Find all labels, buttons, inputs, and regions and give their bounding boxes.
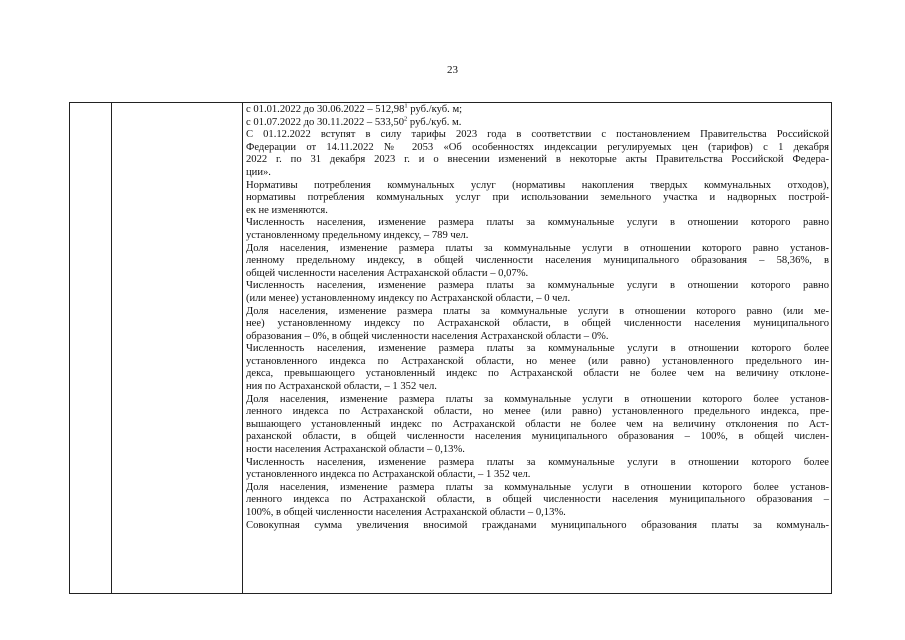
text-line: установленного индекса по Астраханской области, но менее (или равно) установленного предельного ин- [246, 355, 829, 367]
text-line: установленному предельному индексу, – 789 чел. [246, 229, 469, 241]
text-line: ленного индекса по Астраханской области, но менее (или равно) установленного предельного индекса, пре- [246, 406, 829, 418]
text-line: С 01.12.2022 вступят в силу тарифы 2023 года в соответствии с постановлением Правительства Российской [246, 129, 829, 141]
text-line: Численность населения, изменение размера платы за коммунальные услуги в отношении которого более [246, 456, 829, 468]
text-line: 100%, в общей численности населения Астраханской области – 0,13%. [246, 507, 566, 518]
text-line: ленному предельному индексу, в общей численности населения муниципального образования – 58,36%, в [246, 255, 829, 267]
text-line: с 01.07.2022 до 30.11.2022 – 533,50$^2$ руб./куб. м. [246, 115, 462, 128]
text-line: нее) установленному индексу по Астраханской области, в общей численности населения муниципального [246, 318, 829, 330]
text-line: ленного индекса по Астраханской области, в общей численности населения муниципального образования – [246, 494, 829, 506]
text-line: (или менее) установленному индексу по Астраханской области, – 0 чел. [246, 292, 571, 304]
text-line: Нормативы потребления коммунальных услуг (нормативы накопления твердых коммунальных отходов), [246, 179, 829, 191]
text-line: раханской области, в общей численности населения муниципального образования – 100%, в общей числен- [246, 431, 829, 443]
text-line: Федерации от 14.11.2022 № 2053 «Об особенностях индексации регулируемых цен (тарифов) с 1 декабря [246, 141, 829, 153]
text-line: декса, превышающего установленный индекс по Астраханской области не более чем на величину отклоне- [246, 368, 829, 380]
text-line: ности населения Астраханской области – 0,13%. [246, 444, 465, 456]
text-line: образования – 0%, в общей численности населения Астраханской области – 0%. [246, 330, 609, 342]
table-cell-text [246, 104, 829, 532]
page-number: 23 [447, 64, 458, 76]
document-table [69, 102, 832, 594]
text-line: 2022 г. по 31 декабря 2023 г. и о внесении изменений в некоторые акты Правительства Российской Федера- [246, 154, 829, 166]
text-line: Доля населения, изменение размера платы за коммунальные услуги в отношении которого равно установ- [246, 242, 829, 254]
text-line: установленного индекса по Астраханской области, – 1 352 чел. [246, 469, 531, 481]
text-line: с 01.01.2022 до 30.06.2022 – 512,98$^1$ руб./куб. м; [246, 102, 463, 115]
table-column-divider [111, 103, 112, 593]
text-line: Численность населения, изменение размера платы за коммунальные услуги в отношении которого более [246, 343, 829, 355]
text-line: Численность населения, изменение размера платы за коммунальные услуги в отношении которого равно [246, 217, 829, 229]
text-line: ек не изменяются. [246, 204, 328, 216]
table-column-divider [242, 103, 243, 593]
text-line: общей численности населения Астраханской области – 0,07%. [246, 267, 529, 279]
text-line: Доля населения, изменение размера платы за коммунальные услуги в отношении которого более установ- [246, 393, 829, 405]
text-line: ния по Астраханской области, – 1 352 чел. [246, 381, 437, 393]
text-line: Численность населения, изменение размера платы за коммунальные услуги в отношении которого равно [246, 280, 829, 292]
text-line: Совокупная сумма увеличения вносимой гражданами муниципального образования платы за коммуналь- [246, 519, 829, 531]
text-line: нормативы потребления коммунальных услуг при использовании земельного участка и надворных построй- [246, 192, 829, 204]
text-line: Доля населения, изменение размера платы за коммунальные услуги в отношении которого равно (или ме- [246, 305, 829, 317]
text-line: ции». [246, 166, 271, 178]
text-line: вышающего установленный индекс по Астраханской области не более чем на величину отклонения по Аст- [246, 418, 829, 430]
text-line: Доля населения, изменение размера платы за коммунальные услуги в отношении которого более установ- [246, 481, 829, 493]
